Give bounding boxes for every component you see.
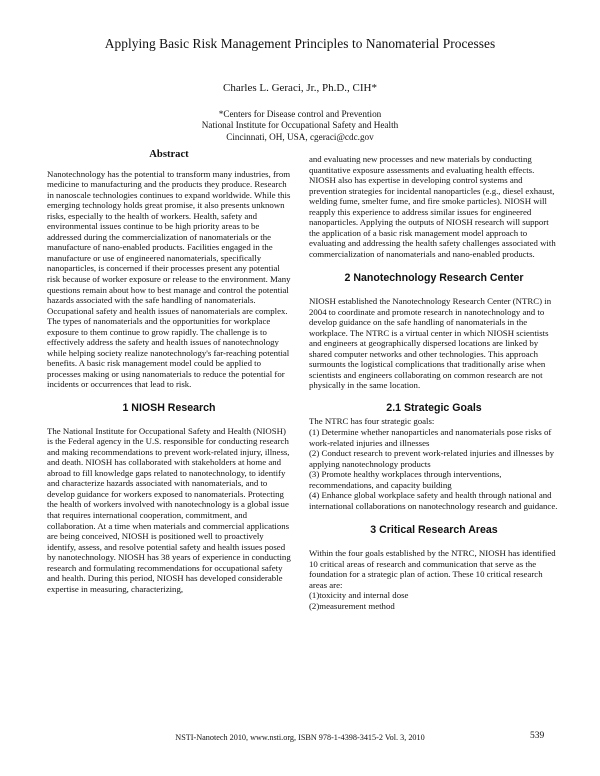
affiliation-line: *Centers for Disease control and Prevention	[218, 109, 382, 119]
strategic-goal-item: (3) Promote healthy workplaces through interventions, recommendations, and capacity building	[309, 469, 502, 490]
section-2-text: NIOSH established the Nanotechnology Research Center (NTRC) in 2004 to coordinate and promote research in nanotechnology and to develop guidance on the safe handling of nanomaterials in the workplace. The NTRC is a virtual center in which NIOSH scientists and engineers at geographically dispersed locations are linked by shared computer networks and other technologies. This approach surmounts the logistical complications that traditionally arise when scientists and engineers collaborating on common research are not physically in the same location.	[309, 296, 552, 391]
left-column	[47, 150, 291, 594]
affiliation	[0, 109, 600, 143]
section-2-1-heading: 2.1 Strategic Goals	[386, 401, 482, 414]
footer-citation: NSTI-Nanotech 2010, www.nsti.org, ISBN 978-1-4398-3415-2 Vol. 3, 2010	[175, 733, 425, 742]
section-3-text: Within the four goals established by the NTRC, NIOSH has identified 10 critical areas of research and communication that serve as the foundation for a strategic plan of action. These 10 critical research areas are:	[309, 547, 556, 590]
research-area-item: (1)toxicity and internal dose	[309, 590, 409, 601]
strategic-goal-item: (1) Determine whether nanoparticles and nanomaterials pose risks of work-related injuries and illnesses	[309, 427, 552, 448]
right-column	[309, 154, 559, 611]
author-name: Charles L. Geraci, Jr., Ph.D., CIH*	[223, 82, 377, 94]
section-1-text: The National Institute for Occupational Safety and Health (NIOSH) is the Federal agency in the U.S. responsible for conducting research and making recommendations to prevent work-related injury, illness, and death. NIOSH has collaborated with stakeholders at home and abroad to fill knowledge gaps related to nanotechnology, to identify and characterize hazards associated with nanomaterials, and to develop guidance for workers exposed to nanomaterials. Protecting the health of workers involved with nanotechnology is a global issue that requires international cooperation, commitment, and collaboration. At a time when materials and commercial applications are being conceived, NIOSH is positioned well to proactively identify, assess, and resolve potential safety and health issues posed by nanotechnology. NIOSH has 38 years of experience in conducting research and formulating recommendations for occupational safety and health. During this period, NIOSH has developed considerable expertise in measuring, characterizing,	[47, 425, 291, 594]
strategic-goal-item: (2) Conduct research to prevent work-related injuries and illnesses by applying nanotechnology products	[309, 448, 555, 469]
section-2-heading: 2 Nanotechnology Research Center	[344, 272, 524, 285]
affiliation-line: Cincinnati, OH, USA, cgeraci@cdc.gov	[226, 131, 374, 142]
strategic-goal-item: (4) Enhance global workplace safety and health through national and international collaborations on nanotechnology research and guidance.	[309, 490, 558, 511]
abstract-heading: Abstract	[149, 149, 189, 160]
section-1-heading: 1 NIOSH Research	[122, 402, 216, 415]
section-1-text-continued: and evaluating new processes and new materials by conducting quantitative exposure assessments and evaluating health effects. NIOSH also has expertise in developing control systems and prevention strategies for incidental nanoparticles (e.g., diesel exhaust, welding fume, smelter fume, and fire smoke particles). NIOSH will reapply this experience to address similar issues for engineered nanoparticles. Applying the outputs of NIOSH research will support the application of a basic risk management model approach to evaluating and addressing the health safety challenges associated with commercialization of nanomaterials and nano-enabled products.	[309, 154, 556, 259]
paper-title: Applying Basic Risk Management Principles to Nanomaterial Processes	[104, 36, 496, 51]
research-area-item: (2)measurement method	[309, 600, 395, 611]
section-3-heading: 3 Critical Research Areas	[370, 524, 498, 537]
affiliation-line: National Institute for Occupational Safety and Health	[201, 120, 399, 131]
strategic-goals-intro: The NTRC has four strategic goals:	[309, 416, 435, 427]
page-number: 539	[530, 731, 545, 741]
abstract-text: Nanotechnology has the potential to transform many industries, from medicine to manufacturing and the products they produce. Research in nanoscale technologies continues to expand worldwide. While this emerging technology holds great promise, it also presents unknown risks, especially to the health of workers. Health, safety and environmental issues continue to be high priority areas to be addressed during the commercialization of nanomaterials or the manufacture of nano-enabled products. Facilities engaged in the manufacture or use of engineered nanomaterials, specifically nanoparticles, is concerned if their processes present any potential risk because of worker exposure or release to the environment. Many questions remain about how to best manage and control the potential hazards associated with the safe handling of nanomaterials. Occupational safety and health issues of nanomaterials are complex. The types of nanomaterials and the opportunities for workplace exposure to them continue to grow rapidly. The challenge is to effectively address the safety and health issues of nanotechnology while helping society realize nanotechnology's far-reaching potential benefits. A basic risk management model could be applied to processes making or using nanomaterials to reduce the potential for incidents or occurrences that lead to risk.	[47, 168, 291, 390]
